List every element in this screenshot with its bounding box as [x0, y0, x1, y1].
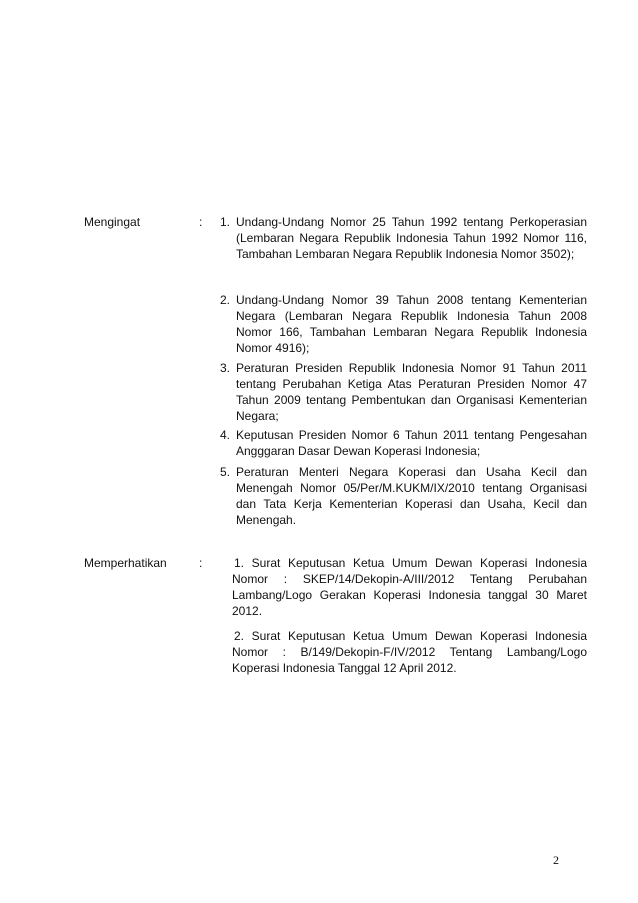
item-text	[232, 555, 587, 619]
item-number: 2.	[234, 629, 245, 643]
item-text: Undang-Undang Nomor 39 Tahun 2008 tentang Kementerian Negara (Lembaran Negara Republik Indonesia Tahun 2008 Nomor 166, Tambahan Lembaran Negara Republik Indonesia Nomor 4916);	[236, 293, 587, 355]
item-number: 4.	[220, 428, 231, 442]
item-text	[232, 628, 587, 676]
item-body: Surat Keputusan Ketua Umum Dewan Koperasi Indonesia Nomor : SKEP/14/Dekopin-A/III/2012 Tentang Perubahan Lambang/Logo Gerakan Koperasi Indonesia tanggal 30 Maret 2012.	[232, 556, 587, 618]
item-number: 1.	[220, 215, 231, 229]
item-number: 5.	[220, 465, 231, 479]
section-label: Memperhatikan	[84, 556, 167, 570]
section-label: Mengingat	[84, 215, 141, 229]
section-colon: :	[199, 556, 203, 570]
item-number: 2.	[220, 293, 231, 307]
item-text: Peraturan Menteri Negara Koperasi dan Usaha Kecil dan Menengah Nomor 05/Per/M.KUKM/IX/2010 tentang Organisasi dan Tata Kerja Kementerian Koperasi dan Usaha, Kecil dan Menengah.	[236, 465, 587, 527]
item-body: Surat Keputusan Ketua Umum Dewan Koperasi Indonesia Nomor : B/149/Dekopin-F/IV/2012 Tentang Lambang/Logo Koperasi Indonesia Tanggal 12 April 2012.	[232, 629, 587, 675]
item-text: Keputusan Presiden Nomor 6 Tahun 2011 tentang Pengesahan Angggaran Dasar Dewan Koperasi Indonesia;	[236, 428, 587, 458]
item-text: Undang-Undang Nomor 25 Tahun 1992 tentang Perkoperasian (Lembaran Negara Republik Indonesia Tahun 1992 Nomor 116, Tambahan Lembaran Negara Republik Indonesia Nomor 3502);	[236, 215, 587, 261]
item-number: 1.	[234, 556, 245, 570]
page-number: 2	[553, 853, 559, 867]
item-number: 3.	[220, 361, 231, 375]
item-text: Peraturan Presiden Republik Indonesia Nomor 91 Tahun 2011 tentang Perubahan Ketiga Atas Peraturan Presiden Nomor 47 Tahun 2009 tentang Pembentukan dan Organisasi Kementerian Negara;	[236, 361, 587, 423]
section-colon: :	[199, 215, 203, 229]
